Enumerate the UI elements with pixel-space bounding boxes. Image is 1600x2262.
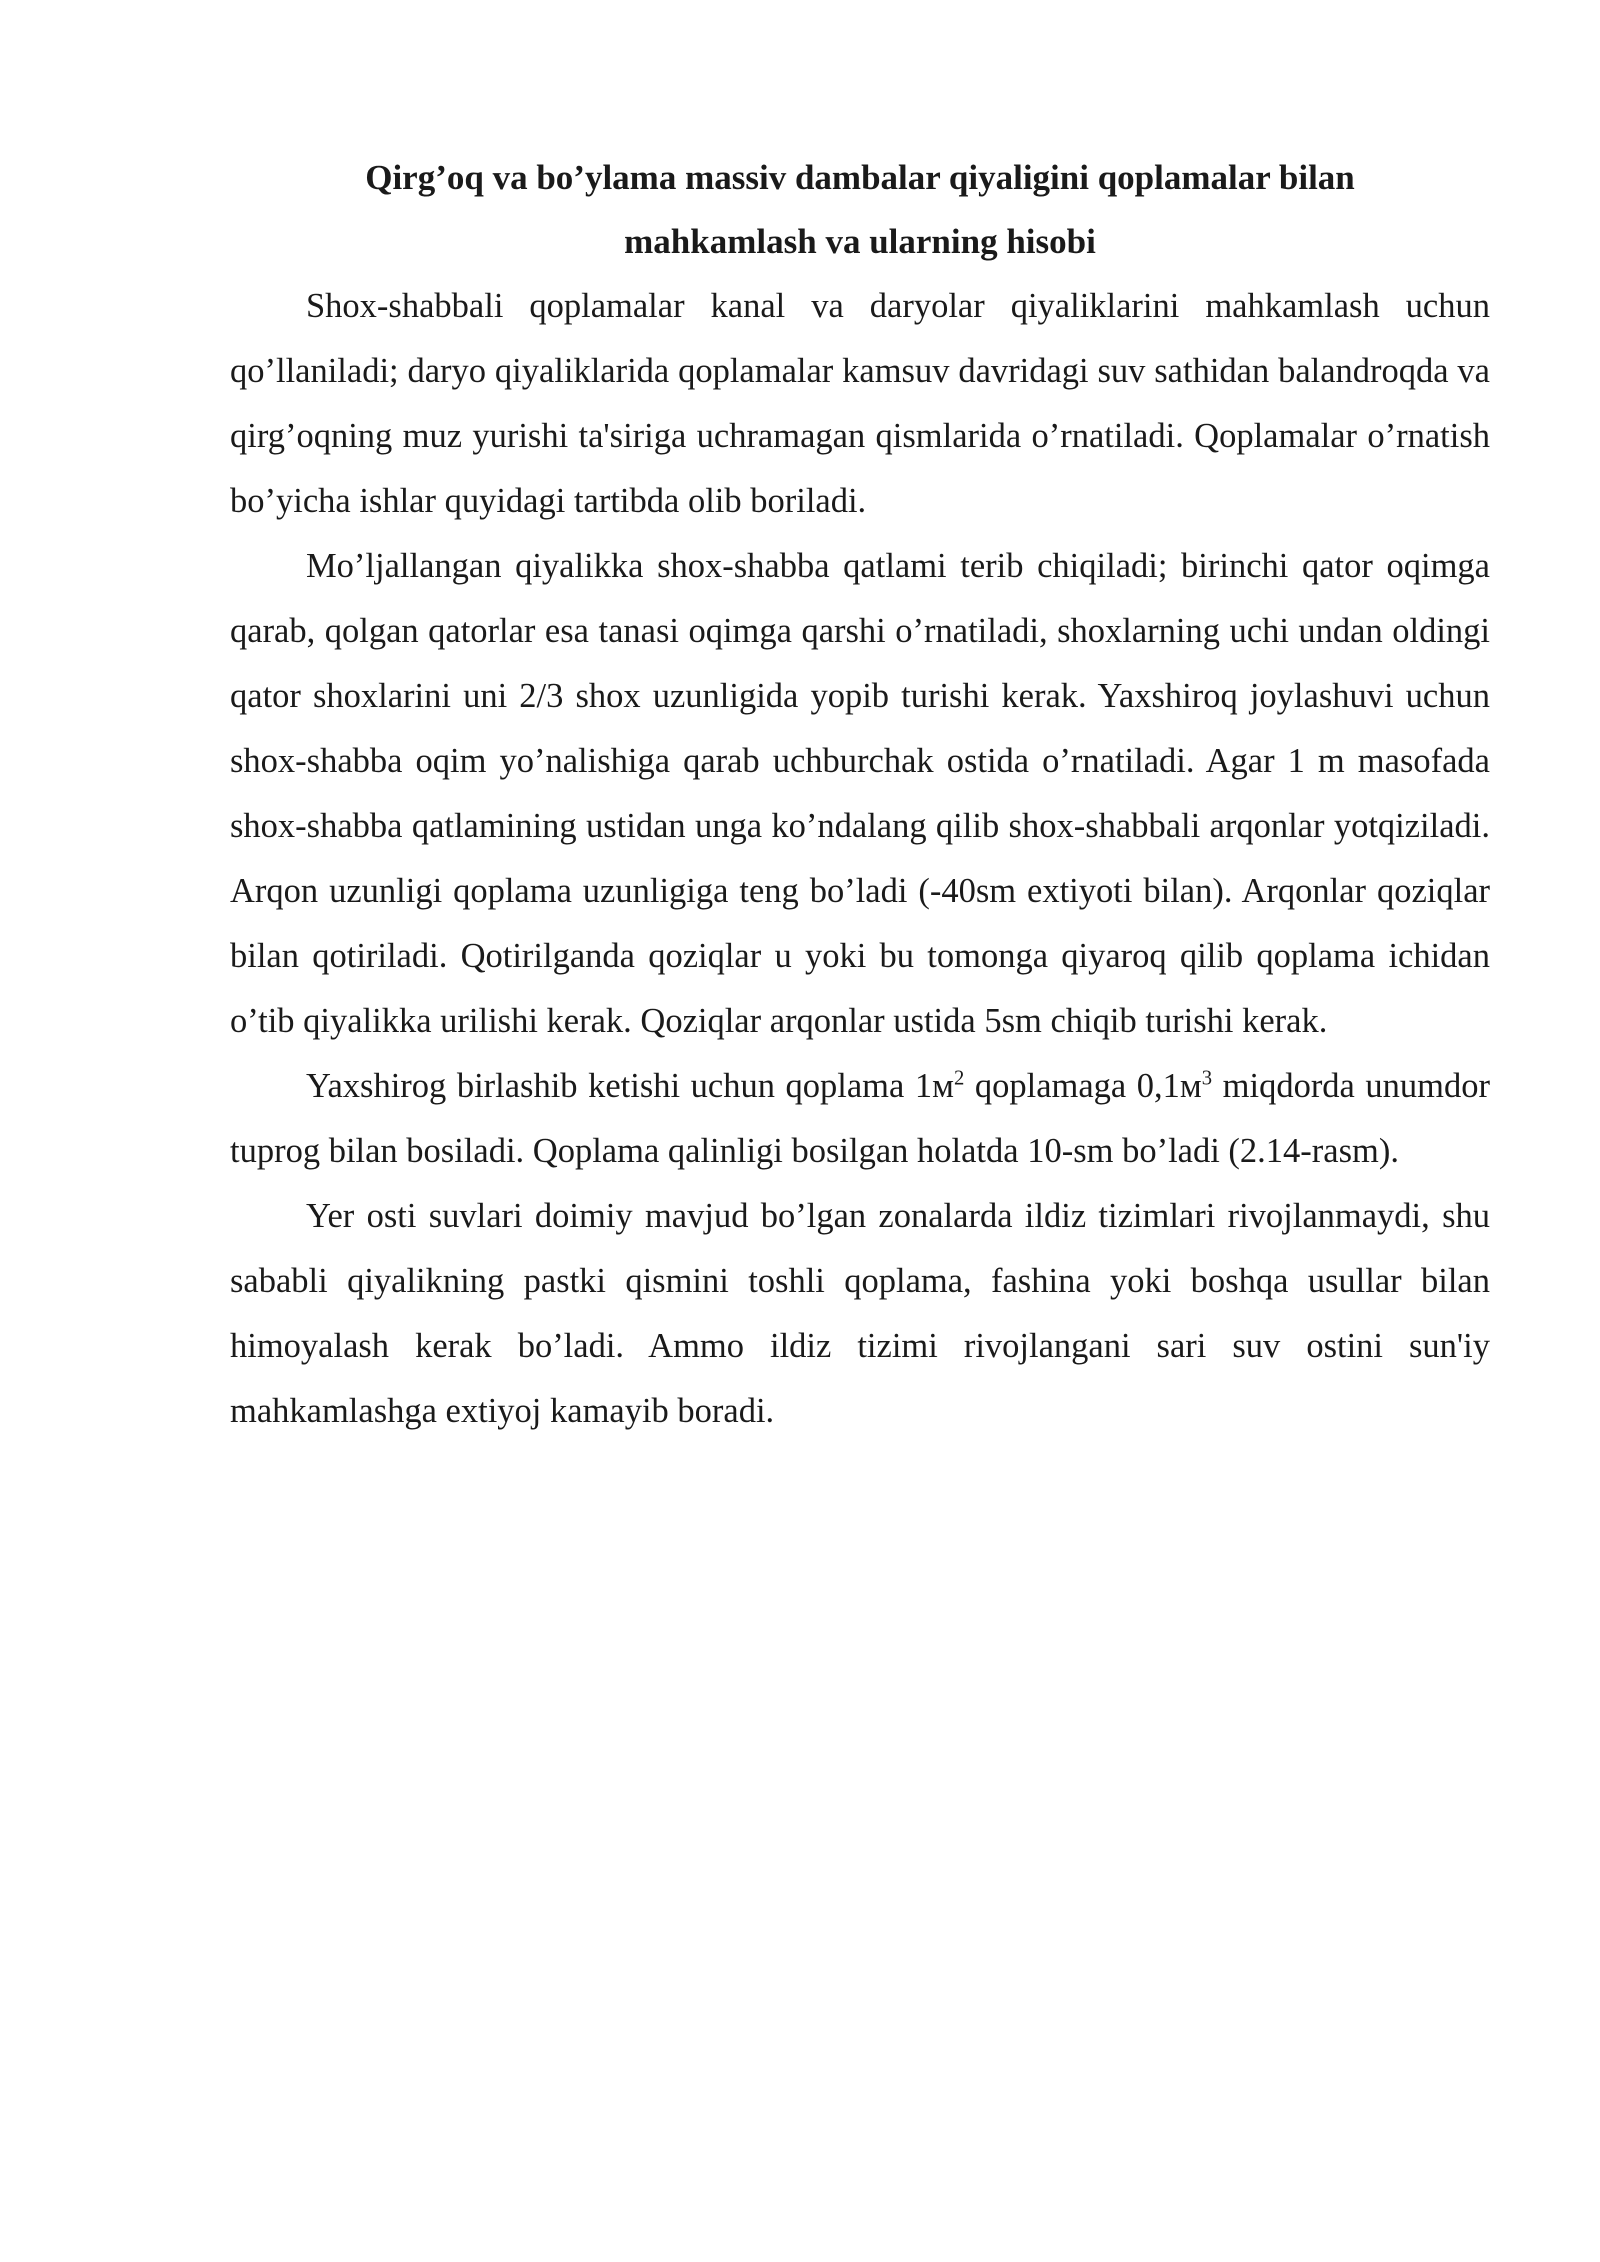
document-title <box>230 146 1490 274</box>
paragraph-3-part-3: miqdorda unumdor tuprog bilan bosiladi. Qoplama qalinligi bosilgan holatda 10-sm bo’ladi (2.14-rasm). <box>230 1067 1490 1170</box>
title-line-1: Qirg’oq va bo’ylama massiv dambalar qiyaligini qoplamalar bilan <box>365 158 1355 197</box>
superscript-3: 3 <box>1201 1067 1213 1090</box>
paragraph-1: Shox-shabbali qoplamalar kanal va daryolar qiyaliklarini mahkamlash uchun qo’llaniladi; daryo qiyaliklarida qoplamalar kamsuv davridagi suv sathidan balandroqda va qirg’oqning muz yurishi ta'siriga uchramagan qismlarida o’rnatiladi. Qoplamalar o’rnatish bo’yicha ishlar quyidagi tartibda olib boriladi. <box>230 287 1490 520</box>
paragraph-4: Yer osti suvlari doimiy mavjud bo’lgan zonalarda ildiz tizimlari rivojlanmaydi, shu sababli qiyalikning pastki qismini toshli qoplama, fashina yoki boshqa usullar bilan himoyalash kerak bo’ladi. Ammo ildiz tizimi rivojlangani sari suv ostini sun'iy mahkamlashga extiyoj kamayib boradi. <box>230 1197 1490 1430</box>
paragraph-2: Mo’ljallangan qiyalikka shox-shabba qatlami terib chiqiladi; birinchi qator oqimga qarab, qolgan qatorlar esa tanasi oqimga qarshi o’rnatiladi, shoxlarning uchi undan oldingi qator shoxlarini uni 2/3 shox uzunligida yopib turishi kerak. Yaxshiroq joylashuvi uchun shox-shabba oqim yo’nalishiga qarab uchburchak ostida o’rnatiladi. Agar 1 m masofada shox-shabba qatlamining ustidan unga ko’ndalang qilib shox-shabbali arqonlar yotqiziladi. Arqon uzunligi qoplama uzunligiga teng bo’ladi (-40sm extiyoti bilan). Arqonlar qoziqlar bilan qotiriladi. Qotirilganda qoziqlar u yoki bu tomonga qiyaroq qilib qoplama ichidan o’tib qiyalikka urilishi kerak. Qoziqlar arqonlar ustida 5sm chiqib turishi kerak. <box>230 547 1490 1040</box>
paragraph-3 <box>230 1054 1490 1184</box>
paragraph-3-part-1: Yaxshirog birlashib ketishi uchun qoplama 1м <box>306 1067 954 1105</box>
paragraph-3-part-2: qoplamaga 0,1м <box>964 1067 1202 1105</box>
superscript-2: 2 <box>953 1067 965 1090</box>
document-body <box>230 146 1490 1444</box>
title-line-2: mahkamlash va ularning hisobi <box>624 222 1096 261</box>
